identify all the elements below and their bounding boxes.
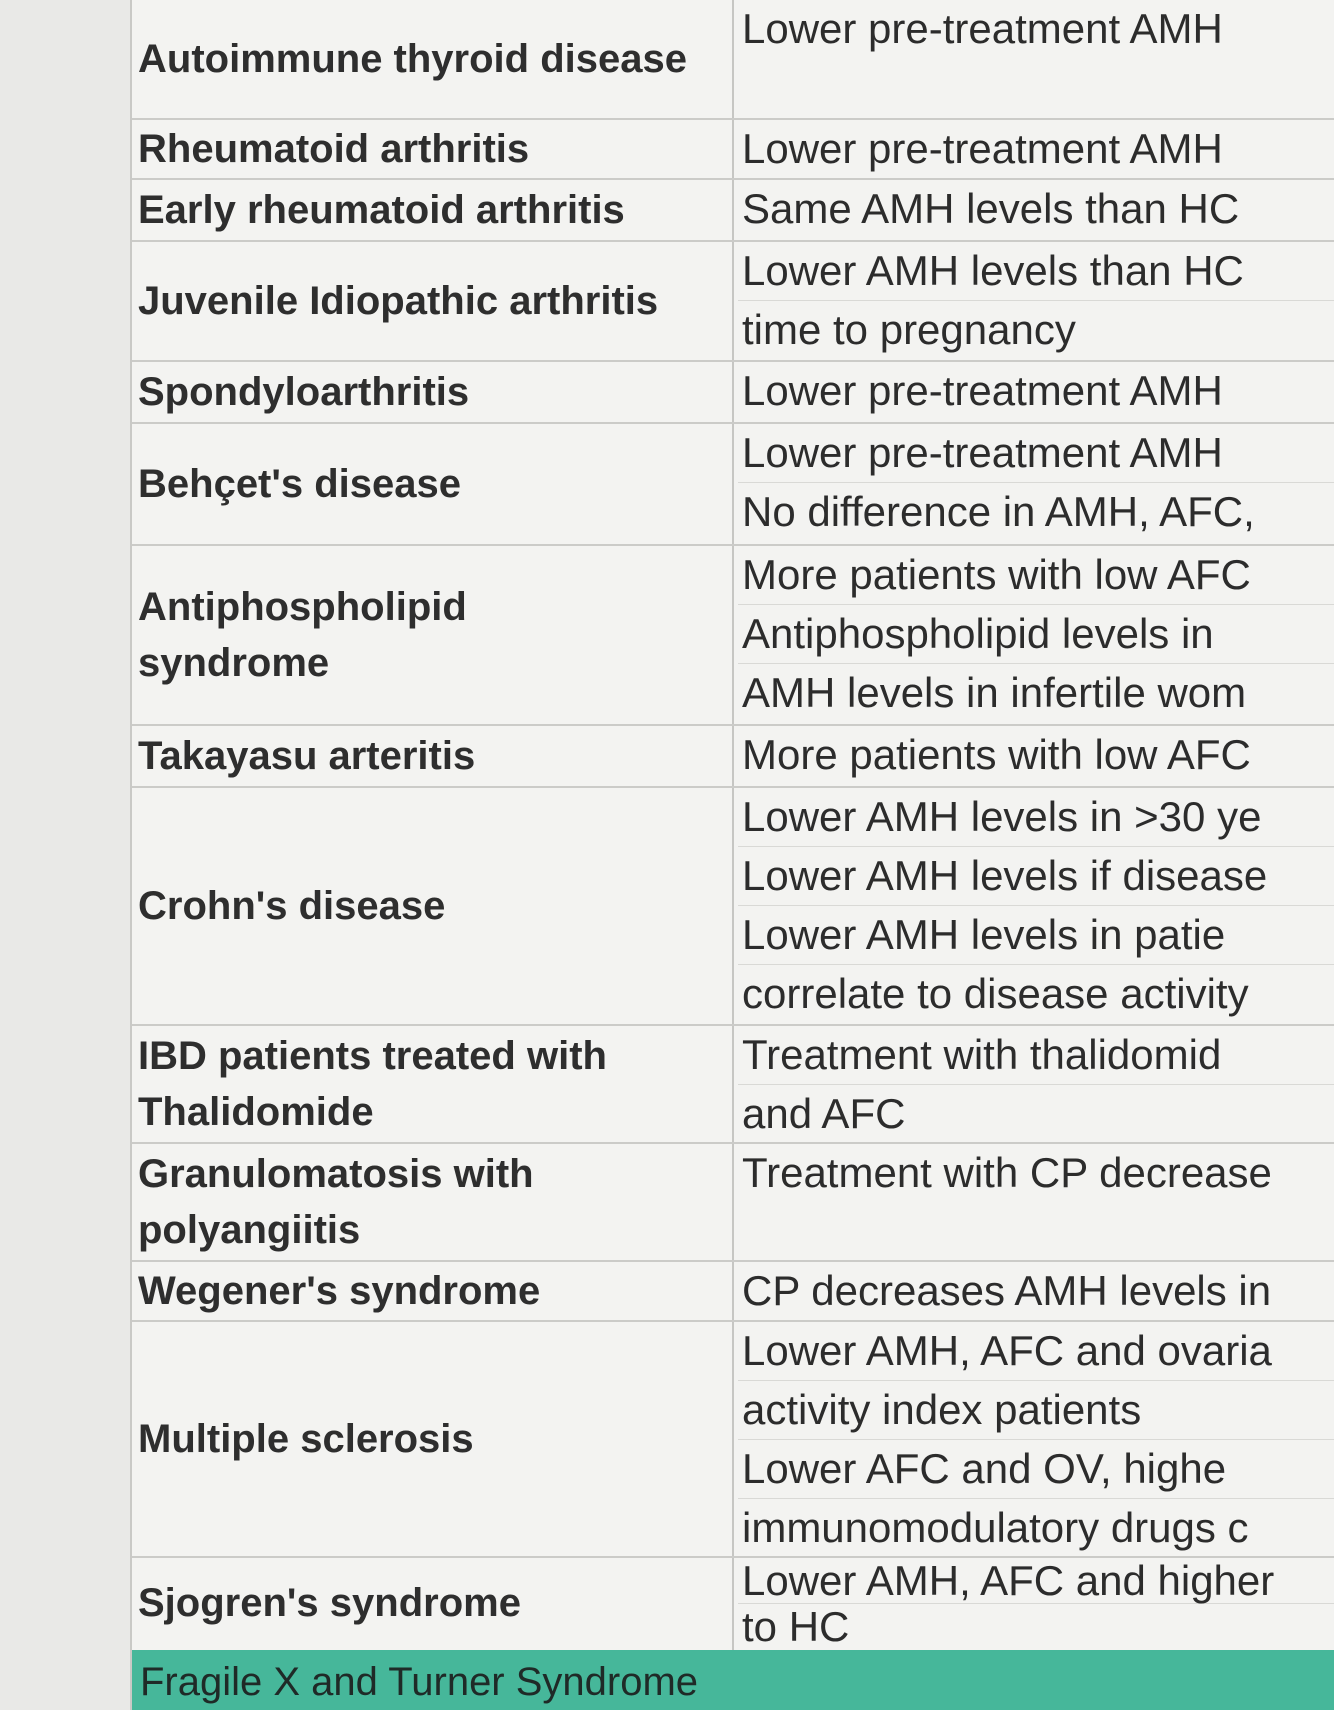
- findings-cell: [738, 1322, 1334, 1556]
- finding-line: and AFC: [742, 1090, 906, 1137]
- finding-line: Lower pre-treatment AMH: [742, 5, 1223, 52]
- table-row: [132, 424, 1334, 546]
- disease-cell: IBD patients treated with Thalidomide: [138, 1034, 607, 1134]
- finding-line: Lower pre-treatment AMH: [742, 125, 1223, 172]
- finding-line: Same AMH levels than HC: [742, 185, 1240, 232]
- table-row: [132, 1026, 1334, 1144]
- section-header-bar: [132, 1650, 1334, 1710]
- findings-cell: [738, 120, 1334, 178]
- disease-cell: Spondyloarthritis: [138, 370, 470, 414]
- disease-table: [130, 0, 1334, 1710]
- table-row: [132, 726, 1334, 788]
- table-row: [132, 1144, 1334, 1262]
- disease-cell: Granulomatosis with polyangiitis: [138, 1152, 534, 1252]
- finding-line: CP decreases AMH levels in: [742, 1267, 1272, 1314]
- finding-line: Lower AMH levels in >30 ye: [738, 788, 1334, 847]
- findings-cell: [738, 0, 1334, 118]
- finding-line: Lower AMH, AFC and higher: [738, 1558, 1334, 1604]
- disease-cell: Early rheumatoid arthritis: [138, 188, 625, 232]
- section-title: Fragile X and Turner Syndrome: [140, 1660, 699, 1704]
- table-row: [132, 1322, 1334, 1558]
- findings-cell: [738, 424, 1334, 544]
- finding-line: Treatment with thalidomid: [738, 1026, 1334, 1085]
- finding-line: Lower pre-treatment AMH: [738, 424, 1334, 483]
- disease-cell: Wegener's syndrome: [138, 1269, 541, 1313]
- findings-cell: [738, 788, 1334, 1024]
- finding-line: Lower AMH levels than HC: [738, 242, 1334, 301]
- finding-line: Treatment with CP decrease: [742, 1149, 1272, 1196]
- disease-cell: Multiple sclerosis: [138, 1417, 474, 1461]
- finding-line: AMH levels in infertile wom: [742, 669, 1247, 716]
- findings-cell: [738, 546, 1334, 724]
- finding-line: No difference in AMH, AFC,: [742, 488, 1255, 535]
- disease-cell: Rheumatoid arthritis: [138, 127, 530, 171]
- table-row: [132, 788, 1334, 1026]
- finding-line: immunomodulatory drugs c: [742, 1504, 1249, 1551]
- finding-line: More patients with low AFC: [742, 731, 1251, 778]
- finding-line: Lower AMH levels if disease: [738, 847, 1334, 906]
- finding-line: Antiphospholipid levels in: [738, 605, 1334, 664]
- finding-line: Lower AFC and OV, highe: [738, 1440, 1334, 1499]
- table-row: [132, 1262, 1334, 1322]
- findings-cell: [738, 1026, 1334, 1142]
- finding-line: activity index patients: [738, 1381, 1334, 1440]
- findings-cell: [738, 1144, 1334, 1260]
- table-row: [132, 1558, 1334, 1648]
- disease-cell: Juvenile Idiopathic arthritis: [138, 279, 659, 323]
- table-row: [132, 546, 1334, 726]
- disease-cell: Autoimmune thyroid disease: [138, 37, 687, 81]
- finding-line: correlate to disease activity: [742, 970, 1249, 1017]
- finding-line: Lower AMH, AFC and ovaria: [738, 1322, 1334, 1381]
- findings-cell: [738, 242, 1334, 360]
- disease-cell: Crohn's disease: [138, 884, 446, 928]
- table-row: [132, 242, 1334, 362]
- findings-cell: [738, 726, 1334, 786]
- finding-line: to HC: [742, 1603, 850, 1648]
- disease-cell: Antiphospholipid syndrome: [138, 585, 467, 685]
- table-row: [132, 0, 1334, 120]
- finding-line: Lower AMH levels in patie: [738, 906, 1334, 965]
- finding-line: Lower pre-treatment AMH: [742, 367, 1223, 414]
- disease-cell: Takayasu arteritis: [138, 734, 476, 778]
- table-row: [132, 120, 1334, 180]
- findings-cell: [738, 1262, 1334, 1320]
- table-row: [132, 362, 1334, 424]
- disease-cell: Behçet's disease: [138, 462, 462, 506]
- finding-line: More patients with low AFC: [738, 546, 1334, 605]
- disease-cell: Sjogren's syndrome: [138, 1581, 521, 1625]
- findings-cell: [738, 180, 1334, 240]
- findings-cell: [738, 362, 1334, 422]
- table-row: [132, 180, 1334, 242]
- paper-margin: [0, 0, 130, 1710]
- findings-cell: [738, 1558, 1334, 1648]
- finding-line: time to pregnancy: [742, 306, 1076, 353]
